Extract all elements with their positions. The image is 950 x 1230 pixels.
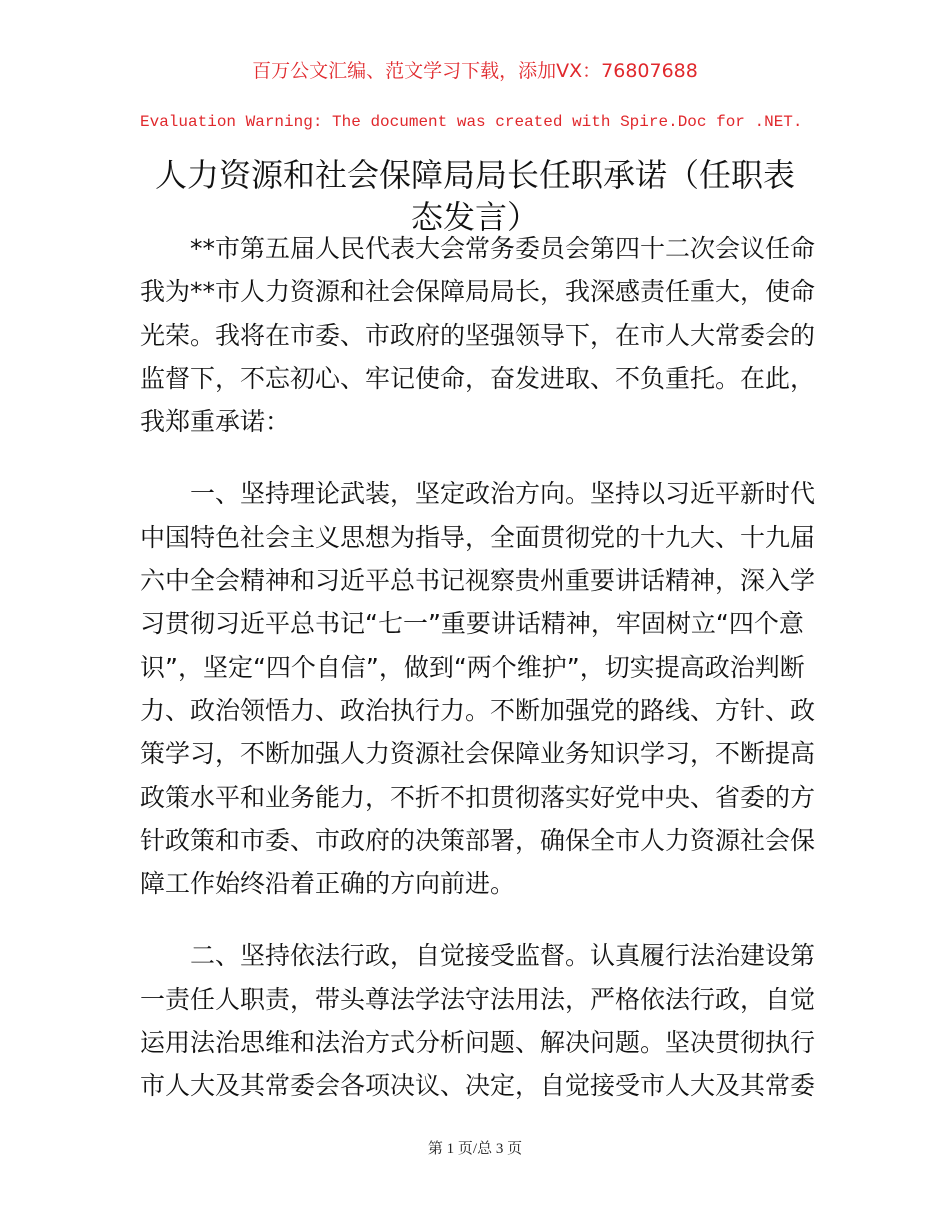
paragraph-line: 障工作始终沿着正确的方向前进。 — [140, 869, 516, 899]
paragraph — [140, 227, 820, 443]
paragraph-line: 六中全会精神和习近平总书记视察贵州重要讲话精神，深入学 — [140, 566, 816, 596]
paragraph-line: 我郑重承诺： — [140, 407, 291, 437]
paragraph-line: 我为**市人力资源和社会保障局局长，我深感责任重大，使命 — [140, 277, 816, 307]
paragraph-line: 习贯彻习近平总书记“七一”重要讲话精神，牢固树立“四个意 — [140, 609, 804, 639]
evaluation-warning: Evaluation Warning: The document was created with Spire.Doc for .NET. — [140, 113, 803, 131]
document-title — [130, 154, 820, 238]
paragraph-line: 光荣。我将在市委、市政府的坚强领导下，在市人大常委会的 — [140, 320, 816, 350]
paragraph-line: **市第五届人民代表大会常务委员会第四十二次会议任命 — [140, 234, 816, 263]
paragraph-line: 策学习，不断加强人力资源社会保障业务知识学习，不断提高 — [140, 739, 816, 769]
paragraph-line: 针政策和市委、市政府的决策部署，确保全市人力资源社会保 — [140, 825, 816, 855]
title-line: 态发言） — [410, 198, 539, 236]
paragraph-line: 识”，坚定“四个自信”，做到“两个维护”，切实提高政治判断 — [140, 652, 805, 682]
title-line: 人力资源和社会保障局局长任职承诺（任职表 — [154, 156, 795, 194]
paragraph-line: 中国特色社会主义思想为指导，全面贯彻党的十九大、十九届 — [140, 522, 816, 552]
paragraph-line: 二、坚持依法行政，自觉接受监督。认真履行法治建设第 — [140, 941, 816, 971]
paragraph — [140, 934, 820, 1107]
paragraph-line: 政策水平和业务能力，不折不扣贯彻落实好党中央、省委的方 — [140, 782, 816, 812]
paragraph-line: 运用法治思维和法治方式分析问题、解决问题。坚决贯彻执行 — [140, 1028, 816, 1058]
paragraph-line: 一、坚持理论武装，坚定政治方向。坚持以习近平新时代 — [140, 479, 816, 509]
paragraph-line: 力、政治领悟力、政治执行力。不断加强党的路线、方针、政 — [140, 695, 816, 725]
document-body — [140, 227, 820, 1137]
paragraph-line: 监督下，不忘初心、牢记使命，奋发进取、不负重托。在此， — [140, 363, 816, 393]
paragraph-line: 市人大及其常委会各项决议、决定，自觉接受市人大及其常委 — [140, 1071, 816, 1101]
page-number: 第 1 页/总 3 页 — [427, 1141, 523, 1157]
paragraph — [140, 472, 820, 905]
paragraph-line: 一责任人职责，带头尊法学法守法用法，严格依法行政，自觉 — [140, 984, 816, 1014]
promo-header: 百万公文汇编、范文学习下载，添加VX：76807688 — [252, 60, 698, 82]
